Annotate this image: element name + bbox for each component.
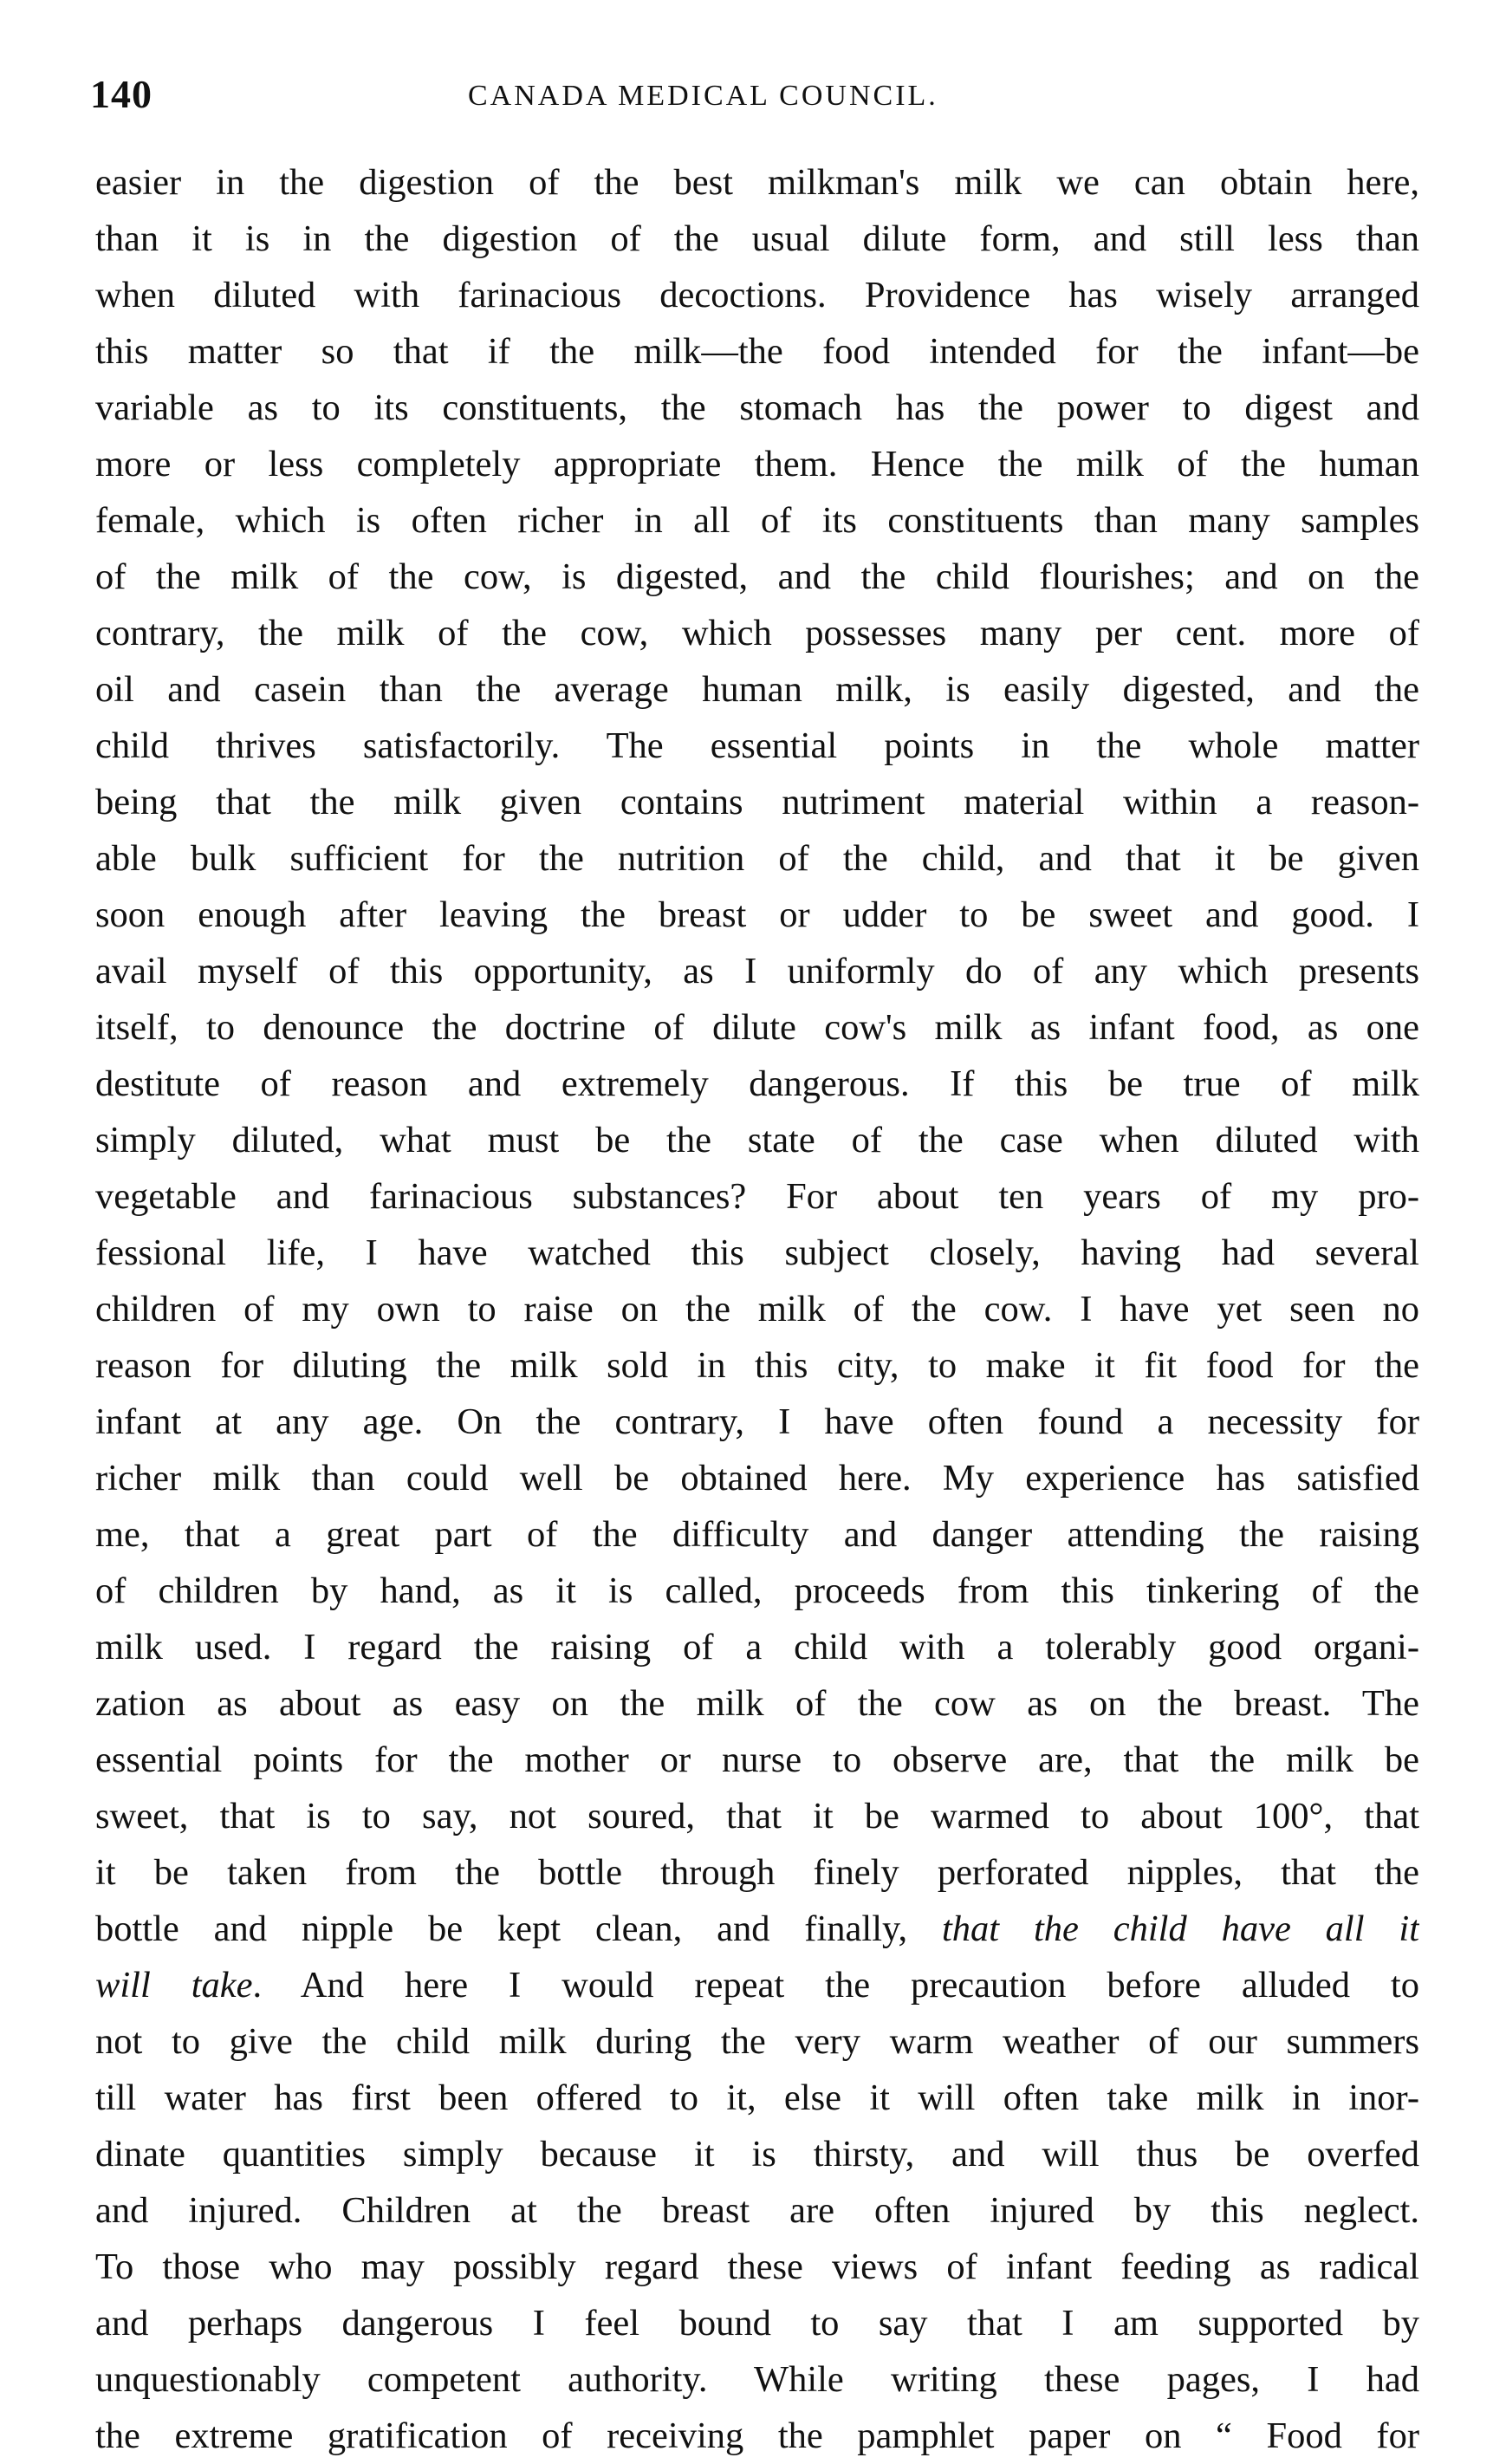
text-line: more or less completely appropriate them. Hence the milk of the human bbox=[95, 444, 1419, 484]
text-line: of the milk of the cow, is digested, and the child flourishes; and on the bbox=[95, 556, 1419, 597]
text-line: itself, to denounce the doctrine of dilute cow's milk as infant food, as one bbox=[95, 1007, 1419, 1048]
text-line: fessional life, I have watched this subject closely, having had several bbox=[95, 1232, 1419, 1273]
text-line: contrary, the milk of the cow, which possesses many per cent. more of bbox=[95, 613, 1419, 653]
text-segment: . And here I would repeat the precaution before alluded to bbox=[252, 1965, 1419, 2006]
text-line: till water has first been offered to it, else it will often take milk in inor- bbox=[95, 2077, 1419, 2118]
text-line-with-italic bbox=[95, 1957, 1419, 2013]
text-line: and perhaps dangerous I feel bound to say that I am supported by bbox=[95, 2303, 1419, 2344]
text-line: child thrives satisfactorily. The essential points in the whole matter bbox=[95, 725, 1419, 766]
text-line: sweet, that is to say, not soured, that it be warmed to about 100°, that bbox=[95, 1796, 1419, 1837]
page-number: 140 bbox=[90, 72, 153, 116]
text-line: zation as about as easy on the milk of the cow as on the breast. The bbox=[95, 1683, 1419, 1724]
running-title: CANADA MEDICAL COUNCIL. bbox=[468, 80, 938, 112]
text-line: able bulk sufficient for the nutrition of the child, and that it be given bbox=[95, 838, 1419, 879]
text-line: when diluted with farinacious decoctions. Providence has wisely arranged bbox=[95, 275, 1419, 315]
text-line: To those who may possibly regard these views of infant feeding as radical bbox=[95, 2246, 1419, 2287]
text-segment: bottle and nipple be kept clean, and finally, bbox=[95, 1908, 942, 1949]
text-line: reason for diluting the milk sold in this city, to make it fit food for the bbox=[95, 1345, 1419, 1386]
text-line: soon enough after leaving the breast or udder to be sweet and good. I bbox=[95, 894, 1419, 935]
text-line: oil and casein than the average human milk, is easily digested, and the bbox=[95, 669, 1419, 710]
text-line: and injured. Children at the breast are often injured by this neglect. bbox=[95, 2190, 1419, 2231]
text-line: avail myself of this opportunity, as I uniformly do of any which presents bbox=[95, 951, 1419, 991]
text-line: simply diluted, what must be the state of the case when diluted with bbox=[95, 1120, 1419, 1160]
text-line: not to give the child milk during the very warm weather of our summers bbox=[95, 2021, 1419, 2062]
text-line: than it is in the digestion of the usual dilute form, and still less than bbox=[95, 218, 1419, 259]
text-line: vegetable and farinacious substances? For about ten years of my pro- bbox=[95, 1176, 1419, 1217]
italic-phrase: that the child have all it bbox=[941, 1908, 1419, 1949]
text-line: variable as to its constituents, the stomach has the power to digest and bbox=[95, 387, 1419, 428]
body-paragraph bbox=[95, 154, 1419, 2464]
text-line: milk used. I regard the raising of a child with a tolerably good organi- bbox=[95, 1627, 1419, 1668]
text-line: of children by hand, as it is called, proceeds from this tinkering of the bbox=[95, 1570, 1419, 1611]
text-line: richer milk than could well be obtained here. My experience has satisfied bbox=[95, 1458, 1419, 1499]
italic-phrase: will take bbox=[95, 1965, 253, 2006]
text-line: unquestionably competent authority. While writing these pages, I had bbox=[95, 2359, 1419, 2400]
text-line: me, that a great part of the difficulty and danger attending the raising bbox=[95, 1514, 1419, 1555]
text-line: children of my own to raise on the milk of the cow. I have yet seen no bbox=[95, 1289, 1419, 1330]
text-line: dinate quantities simply because it is thirsty, and will thus be overfed bbox=[95, 2134, 1419, 2175]
text-line: easier in the digestion of the best milkman's milk we can obtain here, bbox=[95, 162, 1419, 203]
text-line: this matter so that if the milk—the food intended for the infant—be bbox=[95, 331, 1419, 372]
text-line: female, which is often richer in all of its constituents than many samples bbox=[95, 500, 1419, 541]
text-line: the extreme gratification of receiving the pamphlet paper on “ Food for bbox=[95, 2415, 1419, 2456]
text-line: essential points for the mother or nurse to observe are, that the milk be bbox=[95, 1739, 1419, 1780]
text-line: it be taken from the bottle through finely perforated nipples, that the bbox=[95, 1852, 1419, 1893]
text-line: infant at any age. On the contrary, I have often found a necessity for bbox=[95, 1401, 1419, 1442]
text-line: destitute of reason and extremely dangerous. If this be true of milk bbox=[95, 1063, 1419, 1104]
text-line-with-italic bbox=[95, 1901, 1419, 1957]
text-line: being that the milk given contains nutriment material within a reason- bbox=[95, 782, 1419, 822]
